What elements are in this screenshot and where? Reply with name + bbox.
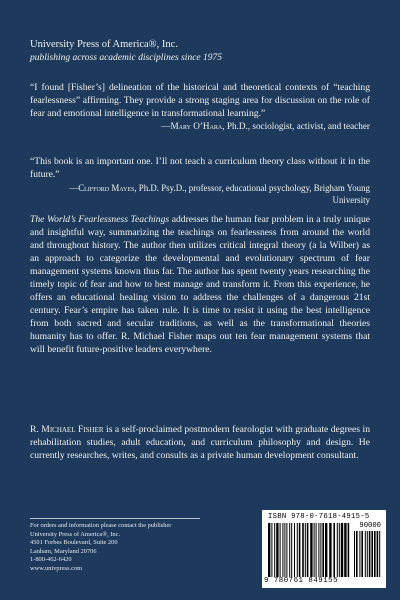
barcode-bar (268, 523, 270, 577)
barcode-bar (333, 523, 335, 577)
barcode-bar (284, 523, 285, 577)
barcode-bar (310, 523, 312, 577)
barcode-bar (280, 523, 281, 577)
addon-barcode-icon (354, 531, 382, 577)
barcode-bar (291, 523, 292, 577)
blurb-credentials: Ph.D. Psy.D., professor, educational psychology, Brigham Young University (138, 182, 370, 206)
publisher-name: University Press of America®, Inc. (30, 39, 178, 50)
publisher-tagline: publishing across academic disciplines since 1975 (30, 53, 222, 63)
blurb-author: —Clifford Mayes, (69, 182, 137, 193)
barcode-bar (329, 523, 331, 577)
barcode-bar (286, 523, 287, 577)
barcode-bar (299, 523, 301, 577)
blurb-quote: “This book is an important one. I’ll not teach a curriculum theory class without it in the future.” (30, 156, 370, 180)
ean-barcode-icon (268, 523, 350, 577)
order-phone: 1-800-462-6420 (30, 556, 72, 564)
blurb-credentials: Ph.D., sociologist, activist, and teacher (226, 121, 370, 132)
barcode-bar (320, 523, 321, 577)
divider (30, 518, 200, 519)
barcode-bar (374, 531, 376, 577)
barcode-panel (262, 510, 386, 588)
barcode-bar (377, 531, 379, 577)
blurb-attribution (30, 120, 370, 133)
barcode-bar (294, 523, 295, 577)
barcode-bar (369, 531, 371, 577)
bio-text: is a self-proclaimed postmodern fearologist with graduate degrees in rehabilitation studies, adult education, and curriculum philosophy and design. He currently researches, writes, and consults as a private human development consultant. (30, 424, 370, 462)
barcode-bar (379, 531, 380, 577)
blurb-author: —Mary O’Hara, (161, 121, 225, 132)
blurb-attribution (30, 182, 370, 208)
order-website: www.univpress.com (30, 564, 83, 572)
blurb-quote: “I found [Fisher’s] delineation of the historical and theoretical contexts of “teaching fearlessness” affirming. They provide a strong staging area for discussion on the role of fear and emotional intelligence in transformational learning.” (30, 82, 370, 119)
barcode-bar (302, 523, 304, 577)
barcode-bar (316, 523, 317, 577)
order-address: 4501 Forbes Boulevard, Suite 200 (30, 539, 118, 547)
barcode-bar (348, 523, 350, 577)
barcode-bar (314, 523, 315, 577)
order-publisher: University Press of America®, Inc. (30, 530, 121, 538)
barcode-bar (289, 523, 290, 577)
barcode-bar (359, 531, 360, 577)
order-line: For orders and information please contact the publisher (30, 522, 172, 529)
barcode-bar (305, 523, 306, 577)
order-info (30, 522, 220, 574)
barcode-bar (341, 523, 343, 577)
barcode-bar (276, 523, 278, 577)
barcode-bar (322, 523, 324, 577)
barcode-bar (271, 523, 272, 577)
description-text: addresses the human fear problem in a truly unique and insightful way, summarizing the teachings on fearlessness from around the world and throughout history. The author then utilizes critical integral theory (a la Wilber) as an approach to categorize the developmental and evolutionary spectrum of fear management systems known thus far. The author has spent twenty years researching the timely topic of fear and how to best manage and transform it. From this experience, he offers an educational healing vision to address the challenges of a dangerous 21st century. Fear’s empire has taken rule. It is time to resist it using the best intelligence from both sacred and secular traditions, as well as the transformational theories humanity has to offer. R. Michael Fisher maps out ten fear management systems that will benefit future-positive leaders everywhere. (30, 214, 370, 356)
book-description (30, 213, 370, 357)
author-bio (30, 423, 370, 462)
isbn-label: ISBN 978-0-7618-4915-5 (268, 513, 370, 521)
barcode-bar (307, 523, 309, 577)
barcode-bar (367, 531, 368, 577)
publisher-header (30, 38, 370, 65)
barcode-bar (282, 523, 283, 577)
blurb-ohara (30, 82, 370, 133)
barcode-bar (318, 523, 319, 577)
barcode-bar (361, 531, 363, 577)
barcode-bar (339, 523, 340, 577)
barcode-bar (297, 523, 298, 577)
barcode-bar (325, 523, 327, 577)
barcode-bar (274, 523, 275, 577)
book-title: The World’s Fearlessness Teachings (30, 214, 170, 225)
barcode-bar (337, 523, 338, 577)
barcode-bar (354, 531, 355, 577)
author-name: R. Michael Fisher (30, 424, 104, 435)
barcode-bar (371, 531, 373, 577)
order-city: Lanham, Maryland 20706 (30, 547, 97, 555)
price-code: 90000 (359, 522, 381, 530)
barcode-bar (344, 523, 346, 577)
barcode-number: 9 780761 849155 (264, 577, 339, 585)
blurb-mayes (30, 156, 370, 207)
barcode-bar (365, 531, 366, 577)
barcode-bar (356, 531, 358, 577)
